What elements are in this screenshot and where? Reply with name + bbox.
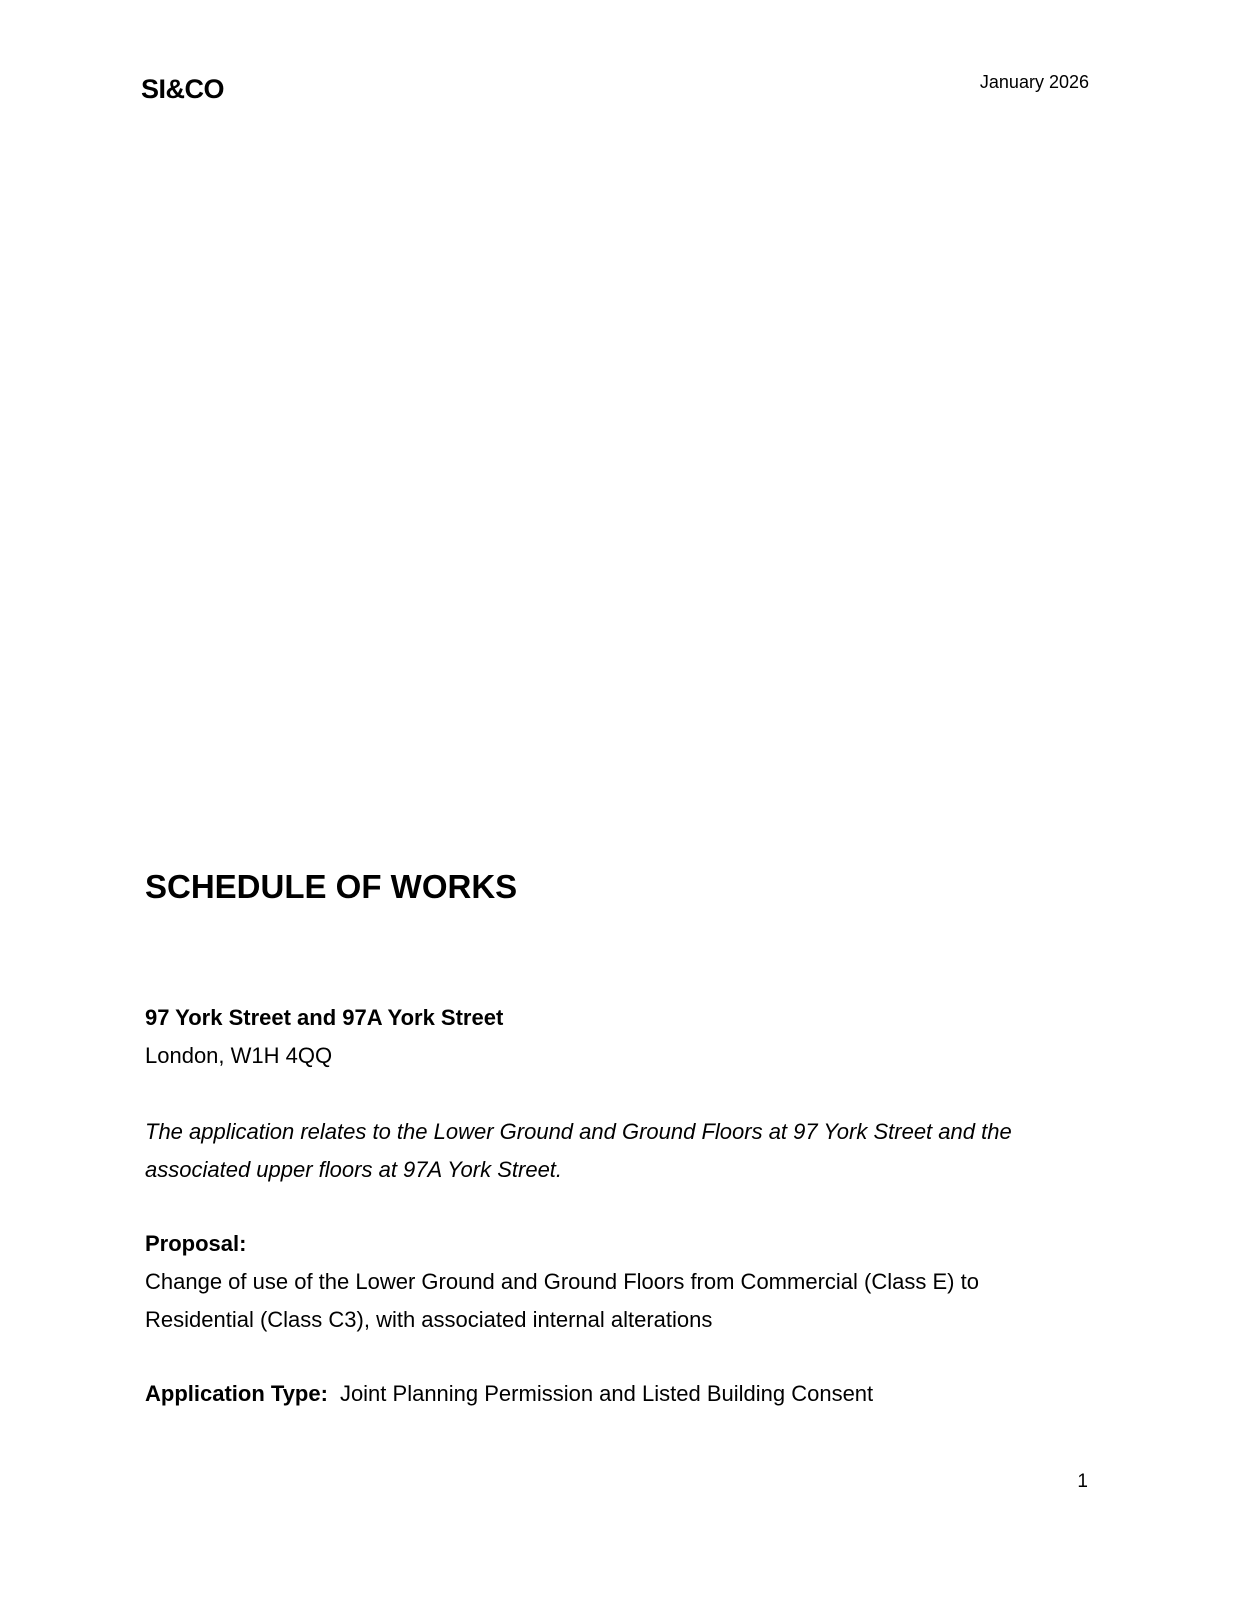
proposal-label: Proposal: — [145, 1231, 247, 1256]
document-date: January 2026 — [979, 72, 1089, 92]
proposal-text: Change of use of the Lower Ground and Ground Floors from Commercial (Class E) to Residential (Class C3), with associated internal alterations — [145, 1269, 979, 1332]
address-street: 97 York Street and 97A York Street — [145, 1005, 504, 1030]
company-logo: SI&CO — [141, 74, 225, 104]
document-title: SCHEDULE OF WORKS — [145, 868, 518, 905]
application-type-value: Joint Planning Permission and Listed Building Consent — [339, 1381, 874, 1406]
application-type-label: Application Type: — [145, 1381, 328, 1406]
page-number: 1 — [1077, 1471, 1088, 1492]
application-type — [145, 1383, 873, 1405]
application-description: The application relates to the Lower Ground and Ground Floors at 97 York Street and the associated upper floors at 97A York Street. — [145, 1119, 1012, 1182]
address-city-postcode: London, W1H 4QQ — [145, 1043, 333, 1068]
